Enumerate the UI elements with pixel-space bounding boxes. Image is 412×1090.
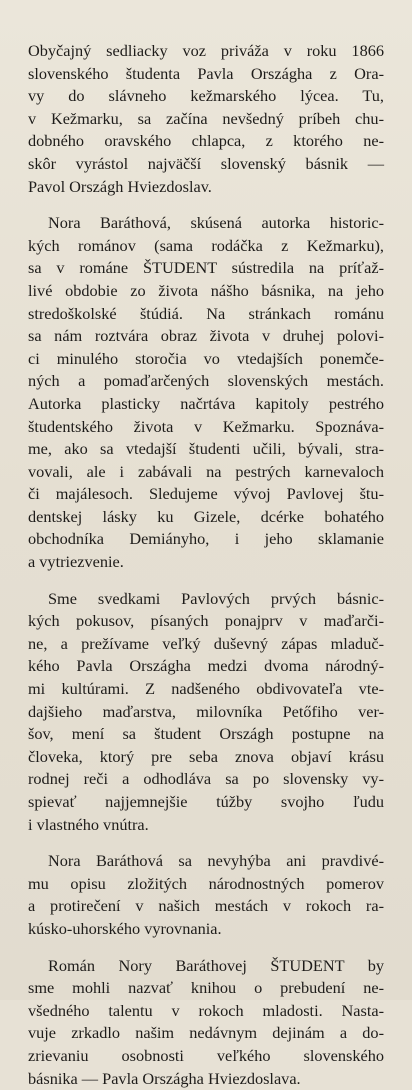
text-line: kých pokusov, písaných ponajprv v maďarči- bbox=[28, 611, 384, 631]
paragraph-1 bbox=[28, 40, 384, 198]
text-line: zrievaniu osobnosti veľkého slovenského bbox=[28, 1045, 384, 1065]
text-line: ci minulého storočia vo vtedajších ponemče- bbox=[28, 348, 384, 368]
text-line: ne, a prežívame veľký duševný zápas mladuč- bbox=[28, 633, 384, 653]
text-line: a protirečení v našich mestách v rokoch ra- bbox=[28, 896, 384, 916]
text-line: ných a pomaďarčených slovenských mestách. bbox=[28, 371, 384, 391]
text-line: či majálesoch. Sledujeme vývoj Pavlovej štu- bbox=[28, 484, 384, 504]
text-line: mi kultúrami. Z nadšeného obdivovateľa vte- bbox=[28, 679, 384, 699]
text-line: dentskej lásky ku Gizele, dcérke bohatého bbox=[28, 506, 384, 526]
text-line: kých románov (sama rodáčka z Kežmarku), bbox=[28, 235, 384, 255]
text-line: livé obdobie zo života nášho básnika, na jeho bbox=[28, 280, 384, 300]
text-line: vovali, ale i zabávali na pestrých karnevaloch bbox=[28, 461, 384, 481]
text-line: i vlastného vnútra. bbox=[28, 814, 149, 834]
text-line: Pavol Országh Hviezdoslav. bbox=[28, 176, 212, 196]
text-line: sa v románe ŠTUDENT sústredila na príťaž- bbox=[28, 258, 384, 278]
text-line: skôr vyrástol najväčší slovenský básnik — bbox=[28, 153, 384, 173]
text-line: mu opisu zložitých národnostných pomerov bbox=[28, 873, 384, 893]
text-line: stredoškolské štúdiá. Na stránkach románu bbox=[28, 303, 384, 323]
text-line: dajšieho maďarstva, milovníka Petőfiho ver- bbox=[28, 701, 384, 721]
text-line: Román Nory Baráthovej ŠTUDENT by bbox=[48, 955, 384, 975]
text-line: Obyčajný sedliacky voz priváža v roku 1866 bbox=[28, 41, 384, 60]
text-line: kého Pavla Országha medzi dvoma národný- bbox=[28, 656, 384, 676]
text-line: v Kežmarku, sa začína nevšedný príbeh chu- bbox=[28, 108, 384, 128]
text-line: človeka, ktorý pre seba znova objaví krásu bbox=[28, 746, 384, 766]
text-line: dobného oravského chlapca, z ktorého ne- bbox=[28, 131, 384, 151]
text-line: a vytriezvenie. bbox=[28, 552, 124, 572]
text-line: šov, mení sa študent Országh postupne na bbox=[28, 724, 384, 744]
text-line: Nora Baráthová, skúsená autorka historic- bbox=[48, 213, 384, 233]
text-line: sme mohli nazvať knihou o prebudení ne- bbox=[28, 978, 384, 998]
text-line: kúsko-uhorského vyrovnania. bbox=[28, 918, 222, 938]
text-line: vuje zrkadlo našim nedávnym dejinám a do- bbox=[28, 1023, 384, 1043]
paragraph-3 bbox=[28, 588, 384, 837]
text-line: obchodníka Demiányho, i jeho sklamanie bbox=[28, 529, 384, 549]
text-line: rodnej reči a odhodláva sa po slovensky vy- bbox=[28, 769, 384, 789]
text-line: sa nám roztvára obraz života v druhej polovi- bbox=[28, 326, 384, 346]
text-line: študentského života v Kežmarku. Spoznáva- bbox=[28, 416, 384, 436]
paragraph-5 bbox=[28, 955, 384, 1090]
text-line: Sme svedkami Pavlových prvých básnic- bbox=[48, 588, 384, 608]
text-line: spievať najjemnejšie túžby svojho ľudu bbox=[28, 792, 384, 811]
text-line: Nora Baráthová sa nevyhýba ani pravdivé- bbox=[48, 851, 384, 871]
paragraph-2 bbox=[28, 212, 384, 574]
text-line: básnika — Pavla Országha Hviezdoslava. bbox=[28, 1068, 301, 1088]
blurb-text bbox=[28, 40, 384, 1090]
text-line: všedného talentu v rokoch mladosti. Nasta- bbox=[28, 1000, 384, 1020]
text-line: me, ako sa vtedajší študenti učili, bývali, stra- bbox=[28, 439, 384, 459]
text-line: slovenského študenta Pavla Országha z Ora- bbox=[28, 63, 384, 83]
text-line: vy do slávneho kežmarského lýcea. Tu, bbox=[28, 86, 384, 106]
text-line: Autorka plasticky načrtáva kapitoly pestrého bbox=[28, 393, 384, 413]
paragraph-4 bbox=[28, 850, 384, 940]
